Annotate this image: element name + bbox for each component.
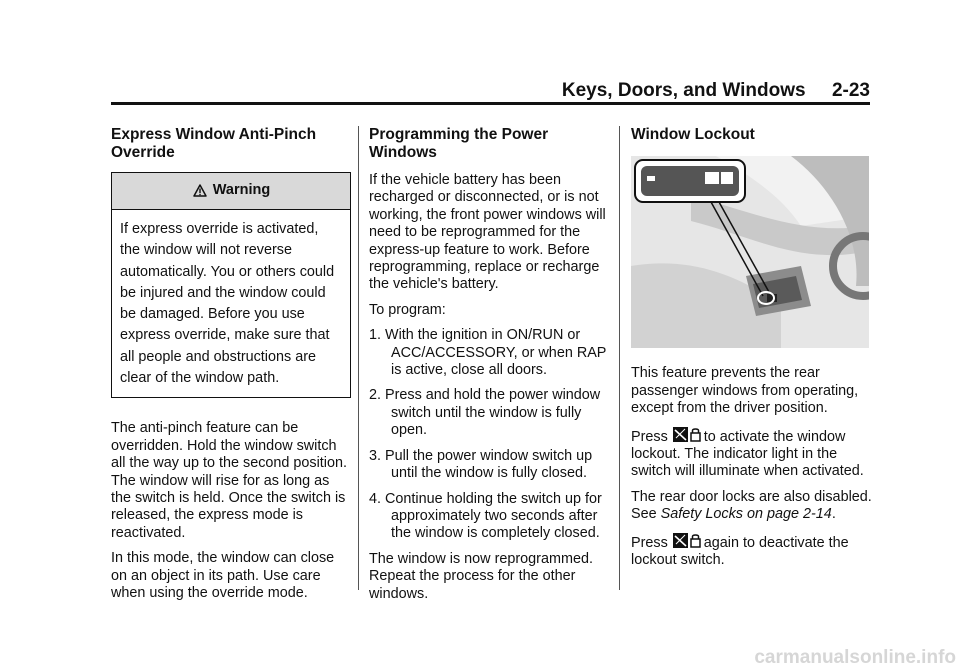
step-2: 2. Press and hold the power window switch until the window is fully open. (369, 387, 601, 439)
safety-locks-reference[interactable]: Safety Locks on page 2-14 (660, 506, 832, 523)
programming-steps (369, 327, 613, 542)
column-3 (631, 126, 873, 577)
paragraph-to-program: To program: (369, 301, 446, 318)
warning-triangle-icon (192, 183, 208, 199)
warning-box (111, 172, 351, 398)
paragraph-lockout-feature: This feature prevents the rear passenger windows from operating, except from the driver position. (631, 365, 859, 417)
paragraph-programming-intro: If the vehicle battery has been recharged or disconnected, or is not working, the front power windows will need to be reprogrammed for the express-up feature to work. Before reprogramming, replace or recharge the vehicle's battery. (369, 172, 606, 293)
press-label: Press (631, 428, 668, 445)
column-divider-2 (619, 126, 620, 590)
rear-locks-text: The rear door locks are also disabled. See (631, 488, 872, 523)
press-label-2: Press (631, 534, 668, 551)
header-rule (111, 102, 870, 105)
paragraph-lockout-deactivate (631, 532, 873, 570)
window-lockout-icon (672, 426, 702, 444)
lockout-activate-text: to activate the window lockout. The indicator light in the switch will illuminate when activated. (631, 428, 864, 480)
section-heading-programming: Programming the Power Windows (369, 126, 549, 161)
lockout-deactivate-text: again to deactivate the lockout switch. (631, 534, 849, 569)
rear-locks-end: . (831, 506, 836, 523)
paragraph-mode-caution: In this mode, the window can close on an object in its path. Use care when using the override mode. (111, 550, 335, 602)
step-3: 3. Pull the power window switch up until the window is fully closed. (369, 447, 593, 482)
warning-header (112, 173, 350, 210)
paragraph-programming-outro: The window is now reprogrammed. Repeat the process for the other windows. (369, 550, 593, 602)
column-divider-1 (358, 126, 359, 590)
warning-label: Warning (212, 182, 271, 199)
paragraph-rear-locks (631, 489, 873, 524)
section-heading-anti-pinch: Express Window Anti-Pinch Override (111, 126, 317, 161)
section-heading-window-lockout: Window Lockout (631, 126, 755, 143)
column-1 (111, 126, 351, 610)
step-4: 4. Continue holding the switch up for approximately two seconds after the window is completely closed. (369, 490, 602, 542)
warning-text: If express override is activated, the window will not reverse automatically. You or others could be injured and the window could be damaged. Before you use express override, make sure that all people and obstructions are clear of the window path. (120, 221, 335, 387)
paragraph-override: The anti-pinch feature can be overridden. Hold the window switch all the way up to the second position. The window will rise for as long as the switch is held. Once the switch is released, the express mode is reactivated. (111, 420, 347, 541)
page-header (111, 72, 870, 104)
page-title: Keys, Doors, and Windows 2-23 (561, 80, 870, 101)
watermark: carmanualsonline.info (754, 647, 956, 668)
paragraph-lockout-activate (631, 426, 873, 481)
door-switch-illustration (631, 156, 869, 348)
step-1: 1. With the ignition in ON/RUN or ACC/ACCESSORY, or when RAP is active, close all doors. (369, 327, 607, 379)
column-2 (369, 126, 613, 611)
window-lockout-icon (672, 532, 702, 550)
